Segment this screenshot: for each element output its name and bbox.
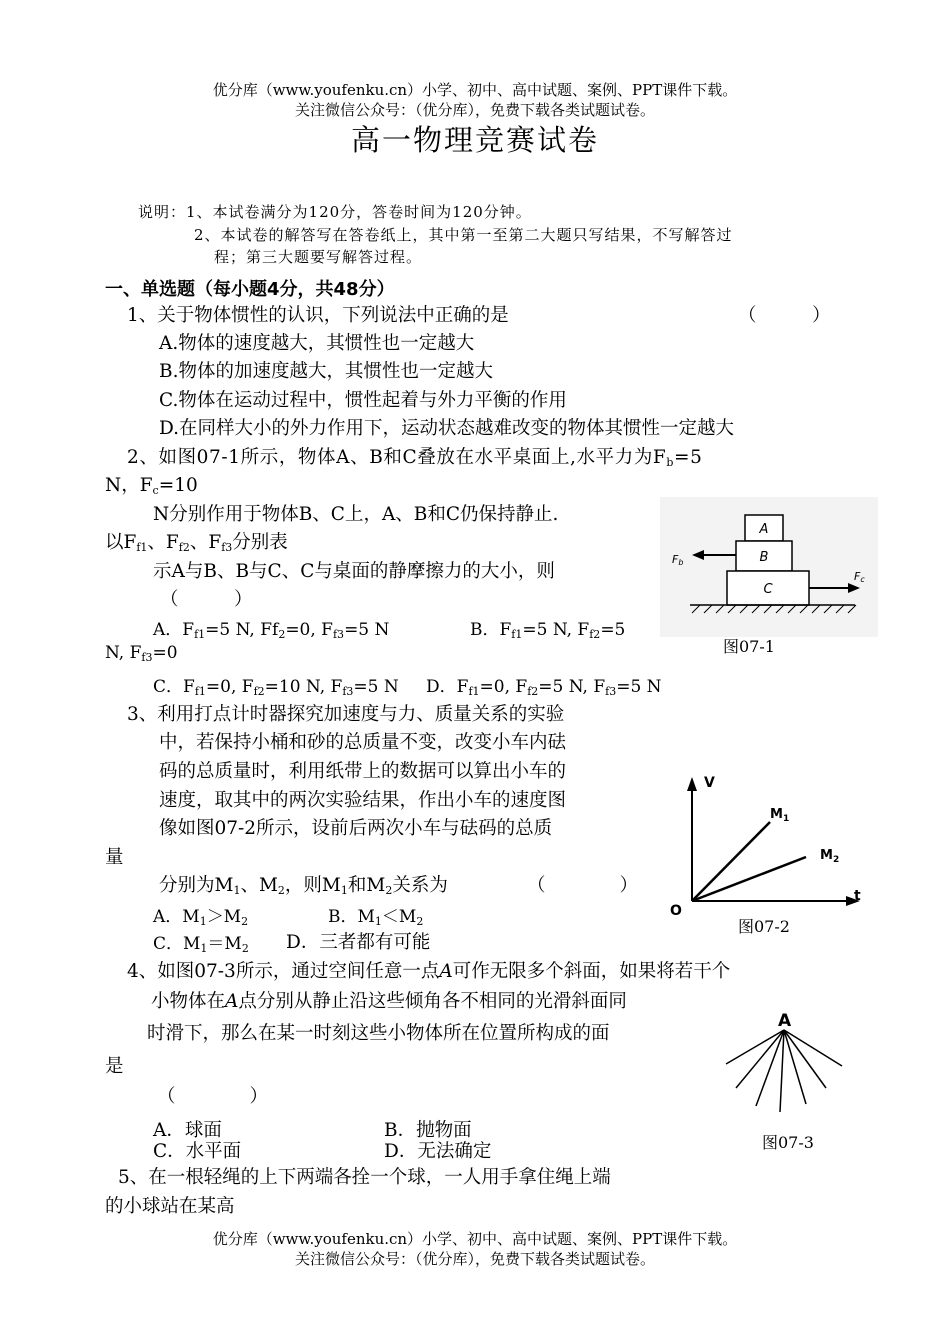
t-axis-label: t — [854, 888, 861, 904]
q2-option-b: B．$F_{f1}=5$ N, $F_{f2}=5$ — [470, 620, 626, 641]
q4-line-3: 时滑下，那么在某一时刻这些小物体所在位置所构成的面 — [147, 1023, 610, 1044]
q2-option-b-cont: N, $F_{f3}=0$ — [105, 643, 178, 664]
incline-lines — [726, 1030, 842, 1112]
q4-option-c: C．水平面 — [153, 1141, 242, 1162]
q2-option-a: A．$F_{f1}=5$ N, $Ff_2=0$, $F_{f3}=5$ N — [153, 620, 390, 641]
q3-option-a: A．$M_1>M_2$ — [153, 907, 249, 928]
header-line-1: 优分库（www.youfenku.cn）小学、初中、高中试题、案例、PPT课件下载。 — [212, 81, 738, 99]
q2-line-3: N分别作用于物体B、C上，A、B和C仍保持静止. — [153, 504, 559, 525]
instructions-line-3: 程；第三大题要写解答过程。 — [214, 248, 423, 266]
q5-line-2: 的小球站在某高 — [105, 1196, 235, 1217]
q2-option-c: C．$F_{f1}=0$, $F_{f2}=10$ N, $F_{f3}=5$ N — [153, 677, 399, 698]
q3-line-7: 分别为$M_1$、$M_2$，则$M_1$和$M_2$关系为 — [159, 875, 448, 897]
q2-line-5: 示A与B、B与C、C与桌面的静摩擦力的大小，则 — [153, 561, 555, 582]
q1-answer-bracket: （ ） — [738, 305, 831, 326]
q3-option-d: D．三者都有可能 — [286, 932, 431, 953]
block-b-label: B — [759, 550, 769, 565]
q4-line-1: 4、如图07-3所示，通过空间任意一点A可作无限多个斜面，如果将若干个 — [127, 961, 731, 982]
q3-option-b: B．$M_1<M_2$ — [328, 907, 424, 928]
q3-line-3: 码的总质量时，利用纸带上的数据可以算出小车的 — [159, 761, 567, 782]
q2-line-4: 以$F_{f1}$、$F_{f2}$、$F_{f3}$分别表 — [105, 532, 288, 554]
q1-option-c: C.物体在运动过程中，惯性起着与外力平衡的作用 — [159, 390, 567, 411]
q2-line-1: 2、如图07-1所示，物体A、B和C叠放在水平桌面上,水平力为$F_b=5$ — [127, 447, 703, 469]
q1-stem: 1、关于物体惯性的认识，下列说法中正确的是 — [127, 305, 509, 326]
fb-label: Fb — [672, 553, 684, 567]
q3-answer-bracket: （ ） — [527, 875, 639, 896]
q2-answer-bracket: （ ） — [160, 589, 253, 610]
point-a-label: A — [778, 1011, 792, 1031]
header-line-2: 关注微信公众号：（优分库），免费下载各类试题试卷。 — [294, 101, 655, 119]
q4-option-a: A．球面 — [153, 1120, 222, 1141]
q4-line-4: 是 — [105, 1056, 124, 1077]
m1-label: $M_1$ — [770, 807, 790, 824]
v-axis-arrowhead — [687, 777, 697, 791]
q4-line-2: 小物体在A点分别从静止沿这些倾角各不相同的光滑斜面同 — [151, 991, 627, 1012]
q3-line-1: 3、利用打点计时器探究加速度与力、质量关系的实验 — [127, 704, 565, 725]
figure-07-2-caption: 图07-2 — [738, 917, 790, 936]
q3-option-c: C．$M_1=M_2$ — [153, 934, 249, 955]
section-heading: 一、单选题（每小题4分，共48分） — [105, 279, 395, 300]
footer-line-2: 关注微信公众号：（优分库），免费下载各类试题试卷。 — [294, 1250, 655, 1268]
fc-label: Fc — [854, 570, 865, 584]
q3-line-2: 中，若保持小桶和砂的总质量不变，改变小车内砝 — [159, 732, 567, 753]
instructions-line-2: 2、本试卷的解答写在答卷纸上，其中第一至第二大题只写结果，不写解答过 — [194, 226, 733, 244]
q2-line-2: N，$F_c=10$ — [105, 475, 198, 497]
figure-07-1-caption: 图07-1 — [723, 637, 775, 656]
origin-label: O — [670, 903, 682, 917]
line-m2 — [692, 857, 806, 901]
figure-07-3-caption: 图07-3 — [762, 1133, 814, 1152]
m2-label: $M_2$ — [820, 848, 840, 865]
q1-option-d: D.在同样大小的外力作用下，运动状态越难改变的物体其惯性一定越大 — [159, 418, 735, 439]
block-a-label: A — [759, 522, 769, 537]
q2-option-d: D．$F_{f1}=0$, $F_{f2}=5$ N, $F_{f3}=5$ N — [426, 677, 662, 698]
page-title: 高一物理竞赛试卷 — [350, 123, 599, 157]
figure-07-2-velocity-graph — [664, 767, 874, 917]
q1-option-a: A.物体的速度越大，其惯性也一定越大 — [159, 333, 475, 354]
footer-line-1: 优分库（www.youfenku.cn）小学、初中、高中试题、案例、PPT课件下载。 — [212, 1230, 738, 1248]
q3-line-6: 量 — [105, 847, 124, 868]
q4-option-b: B．抛物面 — [384, 1120, 472, 1141]
figure-07-1-stacked-blocks — [660, 497, 878, 637]
q3-line-5: 像如图07-2所示，设前后两次小车与砝码的总质 — [159, 818, 553, 839]
v-axis-label: V — [704, 775, 715, 791]
q3-line-4: 速度，取其中的两次实验结果，作出小车的速度图 — [159, 790, 567, 811]
q4-option-d: D．无法确定 — [384, 1141, 492, 1162]
q5-line-1: 5、在一根轻绳的上下两端各拴一个球，一人用手拿住绳上端 — [118, 1167, 611, 1188]
q1-option-b: B.物体的加速度越大，其惯性也一定越大 — [159, 361, 493, 382]
figure-07-3-inclines — [722, 1008, 848, 1118]
block-c-label: C — [763, 582, 773, 597]
instructions-line-1: 说明：1、本试卷满分为120分，答卷时间为120分钟。 — [138, 203, 532, 221]
q4-answer-bracket: （ ） — [157, 1086, 269, 1107]
line-m1 — [692, 822, 770, 901]
